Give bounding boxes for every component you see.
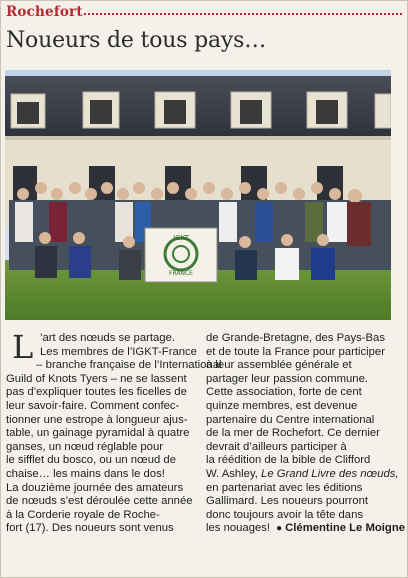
article-headline: Noueurs de tous pays… bbox=[6, 28, 267, 53]
group-photo bbox=[5, 70, 391, 320]
body-line: Cette association, forte de cent bbox=[206, 386, 362, 399]
body-line: à leur assemblée générale et bbox=[206, 359, 352, 372]
body-line: de la mer de Rochefort. Ce dernier bbox=[206, 427, 380, 440]
body-line: La douzième journée des amateurs bbox=[6, 481, 184, 494]
body-line bbox=[206, 468, 402, 482]
body-line: chaise… les mains dans le dos! bbox=[6, 467, 165, 480]
body-line: la réédition de la bible de Clifford bbox=[206, 454, 371, 467]
body-line: donc toujours avoir la tête dans bbox=[206, 508, 363, 521]
body-line: tionner une estrope à longueur ajus- bbox=[6, 413, 188, 426]
body-line: Les membres de l’IGKT-France bbox=[40, 345, 197, 358]
body-line-part: W. Ashley, bbox=[206, 467, 258, 480]
body-line-final bbox=[206, 522, 406, 536]
igkt-banner bbox=[145, 228, 217, 282]
body-line: Gallimard. Les noueurs pourront bbox=[206, 495, 369, 508]
section-label: Rochefort bbox=[6, 4, 83, 20]
body-line: le sifflet du bosco, ou un nœud de bbox=[6, 454, 176, 467]
body-line: à la Corderie royale de Roche- bbox=[6, 508, 160, 521]
body-line: devrait d’ailleurs participer à bbox=[206, 440, 347, 453]
dotted-rule bbox=[84, 13, 402, 15]
body-line: en partenariat avec les éditions bbox=[206, 481, 363, 494]
drop-cap: L bbox=[12, 328, 34, 366]
banner-line-2: FRANCE bbox=[169, 270, 193, 277]
body-line: ’art des nœuds se partage. bbox=[40, 332, 176, 344]
body-line-part: les nouages! bbox=[206, 522, 271, 535]
bullet-icon: ● bbox=[276, 523, 283, 535]
body-line: ganses, un nœud réglable pour bbox=[6, 440, 164, 453]
body-line: de Grande-Bretagne, des Pays-Bas bbox=[206, 332, 385, 344]
book-title: Le Grand Livre des nœuds, bbox=[261, 467, 399, 480]
body-line: et de toute la France pour participer bbox=[206, 345, 385, 358]
group-photo-illustration bbox=[5, 70, 391, 320]
body-line: quinze membres, est devenue bbox=[206, 399, 358, 412]
section-header bbox=[6, 4, 402, 22]
body-line: de nœuds s’est déroulée cette année bbox=[6, 495, 193, 508]
body-line: partager leur passion commune. bbox=[206, 372, 369, 385]
body-line: Guild of Knots Tyers – ne se lassent bbox=[6, 372, 187, 385]
body-line: fort (17). Des noueurs sont venus bbox=[6, 522, 174, 535]
body-line: partenaire du Centre international bbox=[206, 413, 375, 426]
body-line: pas d’expliquer toutes les ficelles de bbox=[6, 386, 187, 399]
banner-line-1: IGKT bbox=[173, 234, 189, 242]
body-line: table, un gainage pyramidal à quatre bbox=[6, 427, 190, 440]
article-column-left bbox=[6, 328, 222, 536]
body-line: leur savoir-faire. Comment confec- bbox=[6, 399, 180, 412]
author-signature: Clémentine Le Moigne bbox=[285, 522, 406, 535]
body-line: – branche française de l’International bbox=[36, 359, 222, 372]
article-column-right bbox=[206, 332, 406, 536]
